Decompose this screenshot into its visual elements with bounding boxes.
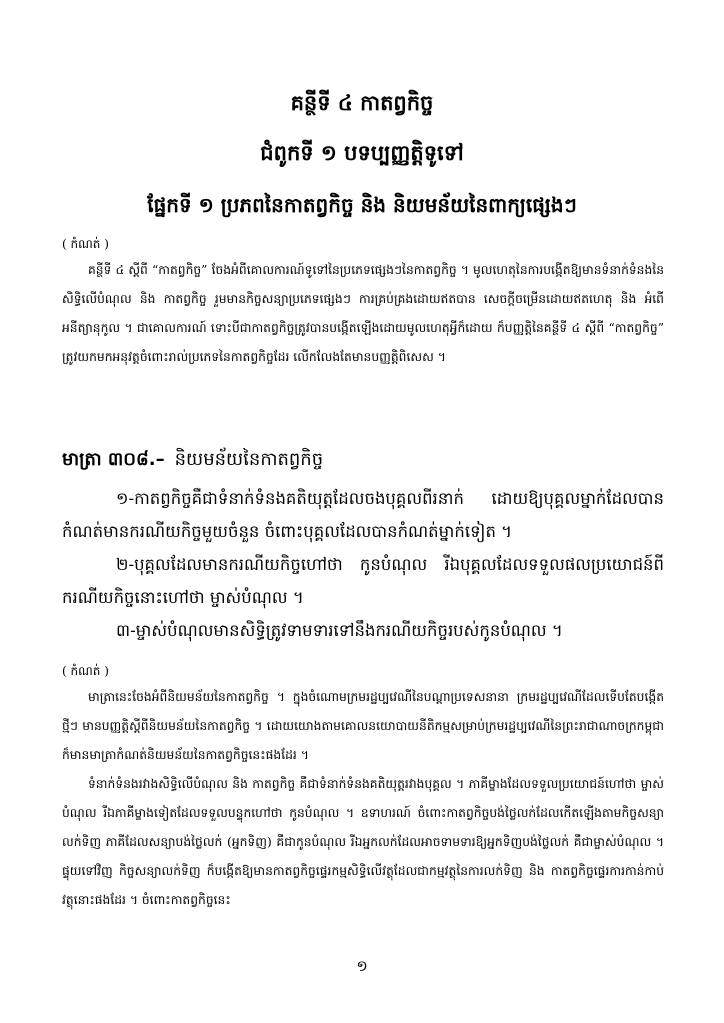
note-paragraph: ទំនាក់ទំនងរវាងសិទ្ធិលើបំណុល និង កាតព្វកិច្ច គឺជាទំនាក់ទំនងគតិយុត្តរវាងបុគ្គល ។ ភាគីម្ខាងដែលទទួលប្រយោជន៍ហៅថា ម្ចាស់បំណុល រីឯភាគីម្ខាងទៀតដែលទទួលបន្ទុកហៅថា កូនបំណុល ។ ឧទាហរណ៍ ចំពោះកាតព្វកិច្ចបង់ថ្លៃលក់ដែលកើតឡើងតាមកិច្ចសន្យាលក់ទិញ ភាគីដែលសន្យាបង់ថ្លៃលក់ (អ្នកទិញ) គឺជាកូនបំណុល រីឯអ្នកលក់ដែលអាចទាមទារឱ្យអ្នកទិញបង់ថ្លៃលក់ គឺជាម្ចាស់បំណុល ។ ផ្ទុយទៅវិញ កិច្ចសន្យាលក់ទិញ ក៏បង្កើតឱ្យមានកាតព្វកិច្ចផ្ទេរកម្មសិទ្ធិលើវត្ថុដែលជាកម្មវត្ថុនៃការលក់ទិញ និង កាតព្វកិច្ចផ្ទេរការកាន់កាប់វត្ថុនោះផងដែរ ។ ចំពោះកាតព្វកិច្ចនេះ: [62, 777, 664, 907]
page-number: ១: [356, 957, 368, 975]
article-clause-2: ២-បុគ្គលដែលមានករណីយកិច្ចហៅថា កូនបំណុល រីឯបុគ្គលដែលទទួលផលប្រយោជន៍ពីករណីយកិច្ចនោះហៅថា ម្ចាស់បំណុល ។: [62, 555, 664, 607]
article-heading: [62, 447, 664, 474]
note-paragraph: មាត្រានេះចែងអំពីនិយមន័យនៃកាតព្វកិច្ច ។ ក្នុងចំណោមក្រមរដ្ឋប្បវេណីនៃបណ្តាប្រទេសនានា ក្រមរដ្ឋប្បវេណីដែលទើបតែបង្កើតថ្មីៗ មានបញ្ញត្តិស្តីពីនិយមន័យនៃកាតព្វកិច្ច ។ ដោយយោងតាមគោលនយោបាយនីតិកម្មសម្រាប់ក្រមរដ្ឋប្បវេណីនៃព្រះរាជាណាចក្រកម្ពុជា ក៏មានមាត្រាកំណត់និយមន័យនៃកាតព្វកិច្ចនេះផងដែរ ។: [62, 690, 664, 762]
note-label: ( កំណត់ ): [62, 237, 109, 251]
section-heading: ផ្នែកទី ១ ប្រភពនៃកាតព្វកិច្ច និង និយមន័យនៃពាក្យផ្សេងៗ: [147, 193, 577, 217]
article-clause-3: ៣-ម្ចាស់បំណុលមានសិទ្ធិត្រូវទាមទារទៅនឹងករណីយកិច្ចរបស់កូនបំណុល ។: [116, 621, 563, 640]
chapter-heading: គន្ថីទី ៤ កាតព្វកិច្ច: [290, 91, 434, 115]
title-heading: ជំពូកទី ១ បទប្បញ្ញត្តិទូទៅ: [260, 141, 464, 165]
note-paragraph: គន្ថីទី ៤ ស្តីពី “កាតព្វកិច្ច” ចែងអំពីគោលការណ៍ទូទៅនៃប្រភេទផ្សេងៗនៃកាតព្វកិច្ច ។ មូលហេតុនៃការបង្កើតឱ្យមានទំនាក់ទំនងនៃសិទ្ធិលើបំណុល និង កាតព្វកិច្ច រួមមានកិច្ចសន្យាប្រភេទផ្សេងៗ ការគ្រប់គ្រងដោយឥតបាន សេចក្តីចម្រើនដោយឥតហេតុ និង អំពើអនីត្យានុកូល ។ ជាគោលការណ៍ ទោះបីជាកាតព្វកិច្ចត្រូវបានបង្កើតឡើងដោយមូលហេតុអ្វីក៏ដោយ ក៏បញ្ញត្តិនៃគន្ថីទី ៤ ស្តីពី “កាតព្វកិច្ច” ត្រូវយកមកអនុវត្តចំពោះរាល់ប្រភេទនៃកាតព្វកិច្ចដែរ លើកលែងតែមានបញ្ញត្តិពិសេស ។: [62, 263, 664, 364]
article-clause-1: ១-កាតព្វកិច្ចគឺជាទំនាក់ទំនងគតិយុត្តដែលចងបុគ្គលពីរនាក់ ដោយឱ្យបុគ្គលម្នាក់ដែលបានកំណត់មានករណីយកិច្ចមួយចំនួន ចំពោះបុគ្គលដែលបានកំណត់ម្នាក់ទៀត ។: [62, 489, 664, 541]
article-title: និយមន័យនៃកាតព្វកិច្ច: [174, 449, 324, 470]
note-label: ( កំណត់ ): [62, 664, 109, 678]
article-label: មាត្រា ៣០៨.–: [62, 449, 165, 470]
